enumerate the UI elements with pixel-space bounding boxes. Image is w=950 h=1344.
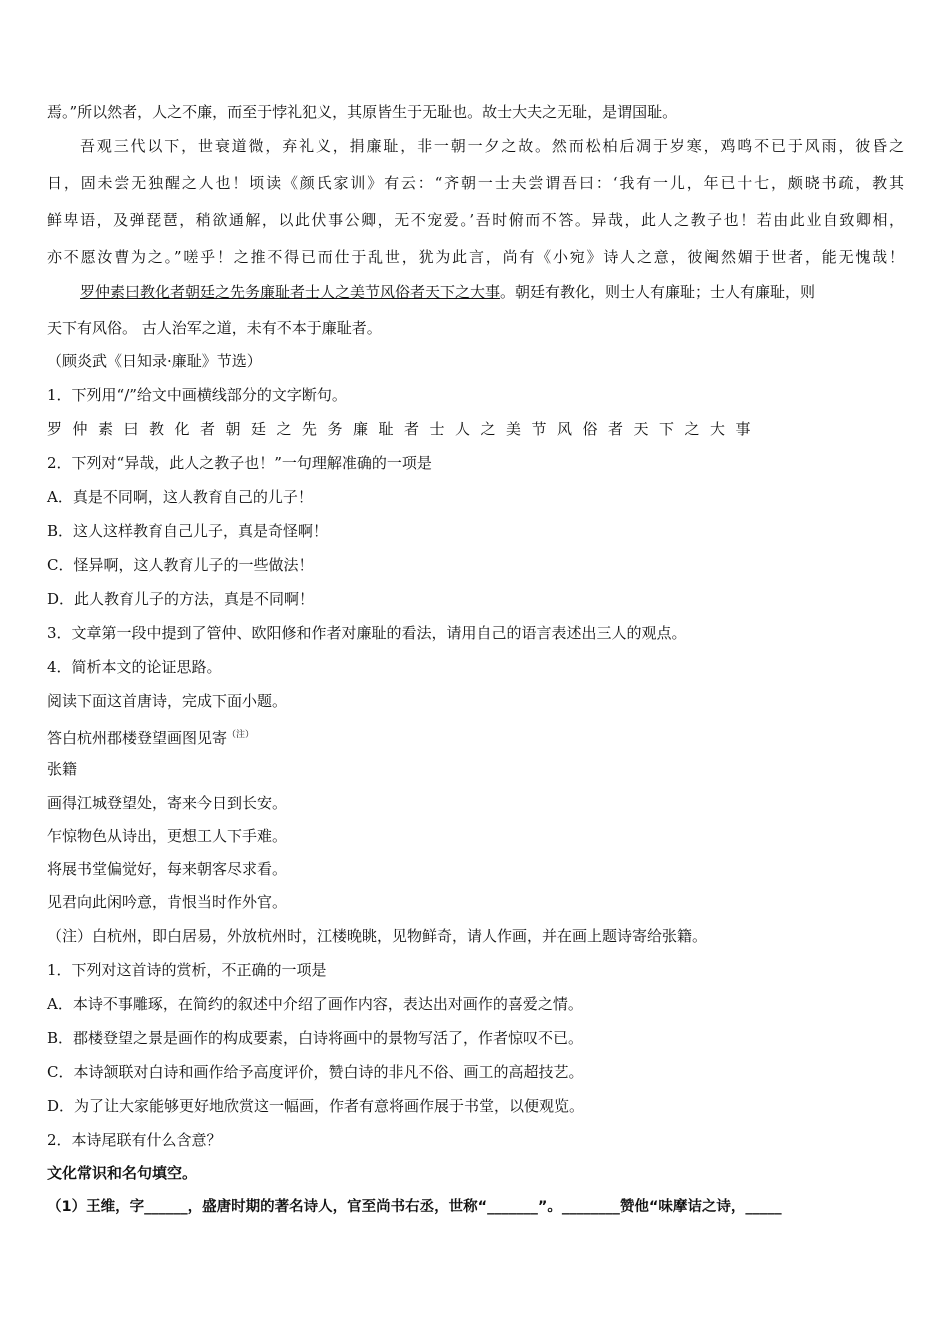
passage-paragraph-line: [80, 282, 815, 302]
passage-source: （顾炎武《日知录·廉耻》节选）: [47, 352, 262, 370]
poem-author: 张籍: [47, 760, 78, 778]
poem-question-1-option-c: C．本诗颔联对白诗和画作给予高度评价，赞白诗的非凡不俗、画工的高超技艺。: [47, 1063, 584, 1081]
poem-line: 见君向此闲吟意，肯恨当时作外官。: [47, 893, 288, 911]
culture-item-1: （1）王维，字______，盛唐时期的著名诗人，官至尚书右丞，世称“_______”。________赞他“味摩诘之诗，_____: [47, 1199, 782, 1215]
question-4: 4．简析本文的论证思路。: [47, 658, 222, 676]
culture-heading: 文化常识和名句填空。: [47, 1164, 198, 1182]
passage-text: 。朝廷有教化，则士人有廉耻；士人有廉耻，则: [500, 283, 816, 301]
poem-line: 乍惊物色从诗出，更想工人下手难。: [47, 827, 288, 845]
poem-question-1-option-a: A．本诗不事雕琢，在简约的叙述中介绍了画作内容，表达出对画作的喜爱之情。: [47, 995, 583, 1013]
question-2: 2．下列对“异哉，此人之教子也！”一句理解准确的一项是: [47, 454, 432, 472]
poem-question-1-option-b: B．郡楼登望之景是画作的构成要素，白诗将画中的景物写活了，作者惊叹不已。: [47, 1029, 584, 1047]
passage-paragraph-end: 焉。”所以然者，人之不廉，而至于悖礼犯义，其原皆生于无耻也。故士大夫之无耻，是谓国耻。: [47, 103, 678, 121]
passage-paragraph-line: 鲜卑语，及弹琵琶，稍欲通解，以此伏事公卿，无不宠爱。’吾时俯而不答。异哉，此人之教子也！若由此业自致卿相，: [47, 211, 904, 229]
underlined-passage: 罗仲素曰教化者朝廷之先务廉耻者士人之美节风俗者天下之大事: [80, 283, 501, 301]
poem-question-1: 1．下列对这首诗的赏析，不正确的一项是: [47, 961, 327, 979]
passage-paragraph-line: 天下有风俗。 古人治军之道，未有不本于廉耻者。: [47, 319, 382, 337]
passage-paragraph-line: 亦不愿汝曹为之。”嗟乎！之推不得已而仕于乱世，犹为此言，尚有《小宛》诗人之意，彼阉然媚于世者，能无愧哉！: [47, 248, 904, 266]
passage-paragraph-line: 吾观三代以下，世衰道微，弃礼义，捐廉耻，非一朝一夕之故。然而松柏后凋于岁寒，鸡鸣不已于风雨，彼昏之: [80, 137, 904, 155]
question-2-option-c: C．怪异啊，这人教育儿子的一些做法！: [47, 556, 314, 574]
question-2-option-a: A．真是不同啊，这人教育自己的儿子！: [47, 488, 313, 506]
poem-line: 画得江城登望处，寄来今日到长安。: [47, 794, 288, 812]
poem-title-text: 答白杭州郡楼登望画图见寄: [47, 729, 228, 747]
poem-line: 将展书堂偏觉好，每来朝客尽求看。: [47, 860, 288, 878]
poem-note: （注）白杭州，即白居易，外放杭州时，江楼晚眺，见物鲜奇，请人作画，并在画上题诗寄给张籍。: [47, 927, 708, 945]
poem-intro: 阅读下面这首唐诗，完成下面小题。: [47, 692, 288, 710]
question-1: 1．下列用“/”给文中画横线部分的文字断句。: [47, 386, 347, 404]
passage-paragraph-line: 日，固未尝无独醒之人也！顷读《颜氏家训》有云：“齐朝一士夫尝谓吾曰：‘我有一儿，年已十七，颇晓书疏，教其: [47, 174, 904, 192]
poem-question-1-option-d: D．为了让大家能够更好地欣赏这一幅画，作者有意将画作展于书堂，以便观览。: [47, 1097, 585, 1115]
question-3: 3．文章第一段中提到了管仲、欧阳修和作者对廉耻的看法，请用自己的语言表述出三人的观点。: [47, 624, 687, 642]
question-2-option-d: D．此人教育儿子的方法，真是不同啊！: [47, 590, 315, 608]
question-1-text: 罗仲素曰教化者朝廷之先务廉耻者士人之美节风俗者天下之大事: [47, 420, 762, 438]
poem-title: [47, 725, 254, 748]
poem-title-note-mark: （注）: [227, 730, 255, 740]
question-2-option-b: B．这人这样教育自己儿子，真是奇怪啊！: [47, 522, 329, 540]
poem-question-2: 2．本诗尾联有什么含意？: [47, 1131, 222, 1149]
